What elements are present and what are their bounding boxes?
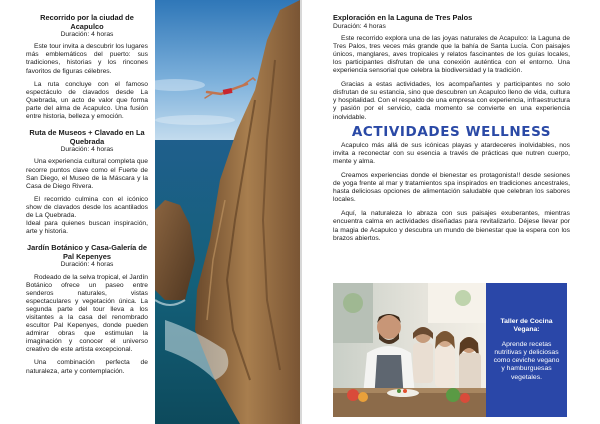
tour-garden-paragraph-1: Rodeado de la selva tropical, el Jardín Botánico ofrece un paseo entre senderos naturales, vistas espectaculares y vegetación única. La segunda parte del tour lleva a los visitantes a la casa del renombrado escultor Pal Kepenyes, donde pueden admirar obras que estimulan la imaginación y conocer el universo creativo de este artista excepcional.: [26, 273, 148, 354]
cooking-class-title: Taller de Cocina Vegana:: [500, 318, 553, 334]
tour-title-city: Recorrido por la ciudad de Acapulco: [40, 13, 134, 31]
tour-title-museums: Ruta de Museos + Clavado en La Quebrada: [29, 128, 145, 146]
left-column: [26, 14, 148, 381]
wellness-heading: ACTIVIDADES WELLNESS: [351, 123, 552, 140]
tour-lagoon-paragraph: Este recorrido explora una de las joyas naturales de Acapulco: la Laguna de Tres Palos, tres veces más grande que la bahía de Santa Lucía. Con paisajes únicos, manglares, aves tropicales y relatos fascinantes de los guías locales, los participantes disfrutan de una conexión auténtica con el entorno. Una experiencia sensorial que celebra la biodiversidad y la tradición.: [333, 34, 570, 75]
tour-duration-museums: Duración: 4 horas: [60, 146, 114, 154]
tour-garden-paragraph-2: Una combinación perfecta de naturaleza, arte y contemplación.: [26, 359, 148, 375]
tour-title-lagoon: Exploración en la Laguna de Tres Palos: [333, 13, 473, 22]
cooking-class-box: [486, 283, 567, 417]
closing-paragraph: Gracias a estas actividades, los acompañantes y participantes no solo disfrutan de su estancia, sino que descubren un Acapulco lleno de vida, cultura y hospitalidad. Con el respaldo de una empresa con experiencia, infraestructura y pasión por el servicio, cada momento se convierte en una experiencia inolvidable.: [333, 81, 570, 121]
tour-city-paragraph-2: La ruta concluye con el famoso espectáculo de clavados desde La Quebrada, un acto de valor que forma parte del alma de Acapulco. Una fusión entre historia, belleza y emoción.: [26, 80, 148, 121]
tour-duration-lagoon: Duración: 4 horas: [333, 22, 386, 30]
tour-duration-garden: Duración: 4 horas: [60, 261, 114, 269]
tour-title-garden: Jardín Botánico y Casa-Galería de Pal Kepenyes: [27, 243, 147, 261]
cooking-class-description: Aprende recetas nutritivas y deliciosas como ceviche vegano y hamburguesas vegetales.: [493, 340, 560, 381]
tour-museums-paragraph-3: Ideal para quienes buscan inspiración, arte y historia.: [26, 220, 148, 236]
page-fold: [300, 0, 302, 424]
cooking-class-photo: [333, 283, 486, 417]
wellness-paragraph-2: Creamos experiencias donde el bienestar es protagonista!! desde sesiones de yoga frente al mar y tratamientos spa inspirados en tradiciones ancestrales, hasta deliciosas opciones de alimentación saludable que celebran los sabores locales.: [333, 172, 570, 204]
tour-city-paragraph-1: Este tour invita a descubrir los lugares más emblemáticos del puerto: sus tradiciones, historias y los rincones favoritos de figuras célebres.: [26, 43, 148, 75]
tour-duration-city: Duración: 4 horas: [60, 31, 114, 39]
right-column: [333, 14, 570, 249]
tour-museums-paragraph-1: Una experiencia cultural completa que recorre puntos clave como el Fuerte de San Diego, el Museo de la Máscara y la Casa de Diego Rivera.: [26, 158, 148, 190]
cliff-diver-photo: [155, 0, 300, 424]
tour-museums-paragraph-2: El recorrido culmina con el icónico show de clavados desde los acantilados de La Quebrada.: [26, 195, 148, 219]
wellness-paragraph-3: Aquí, la naturaleza lo abraza con sus paisajes exuberantes, mientras encuentra calma en actividades diseñadas para revitalizarlo. Déjese llevar por la magia de Acapulco y descubra un mundo de bienestar que la espera con los brazos abiertos.: [333, 210, 570, 242]
wellness-paragraph-1: Acapulco más allá de sus icónicas playas y atardeceres inolvidables, nos invita a reconectar con su esencia a través de prácticas que nutren cuerpo, mente y alma.: [333, 141, 570, 165]
